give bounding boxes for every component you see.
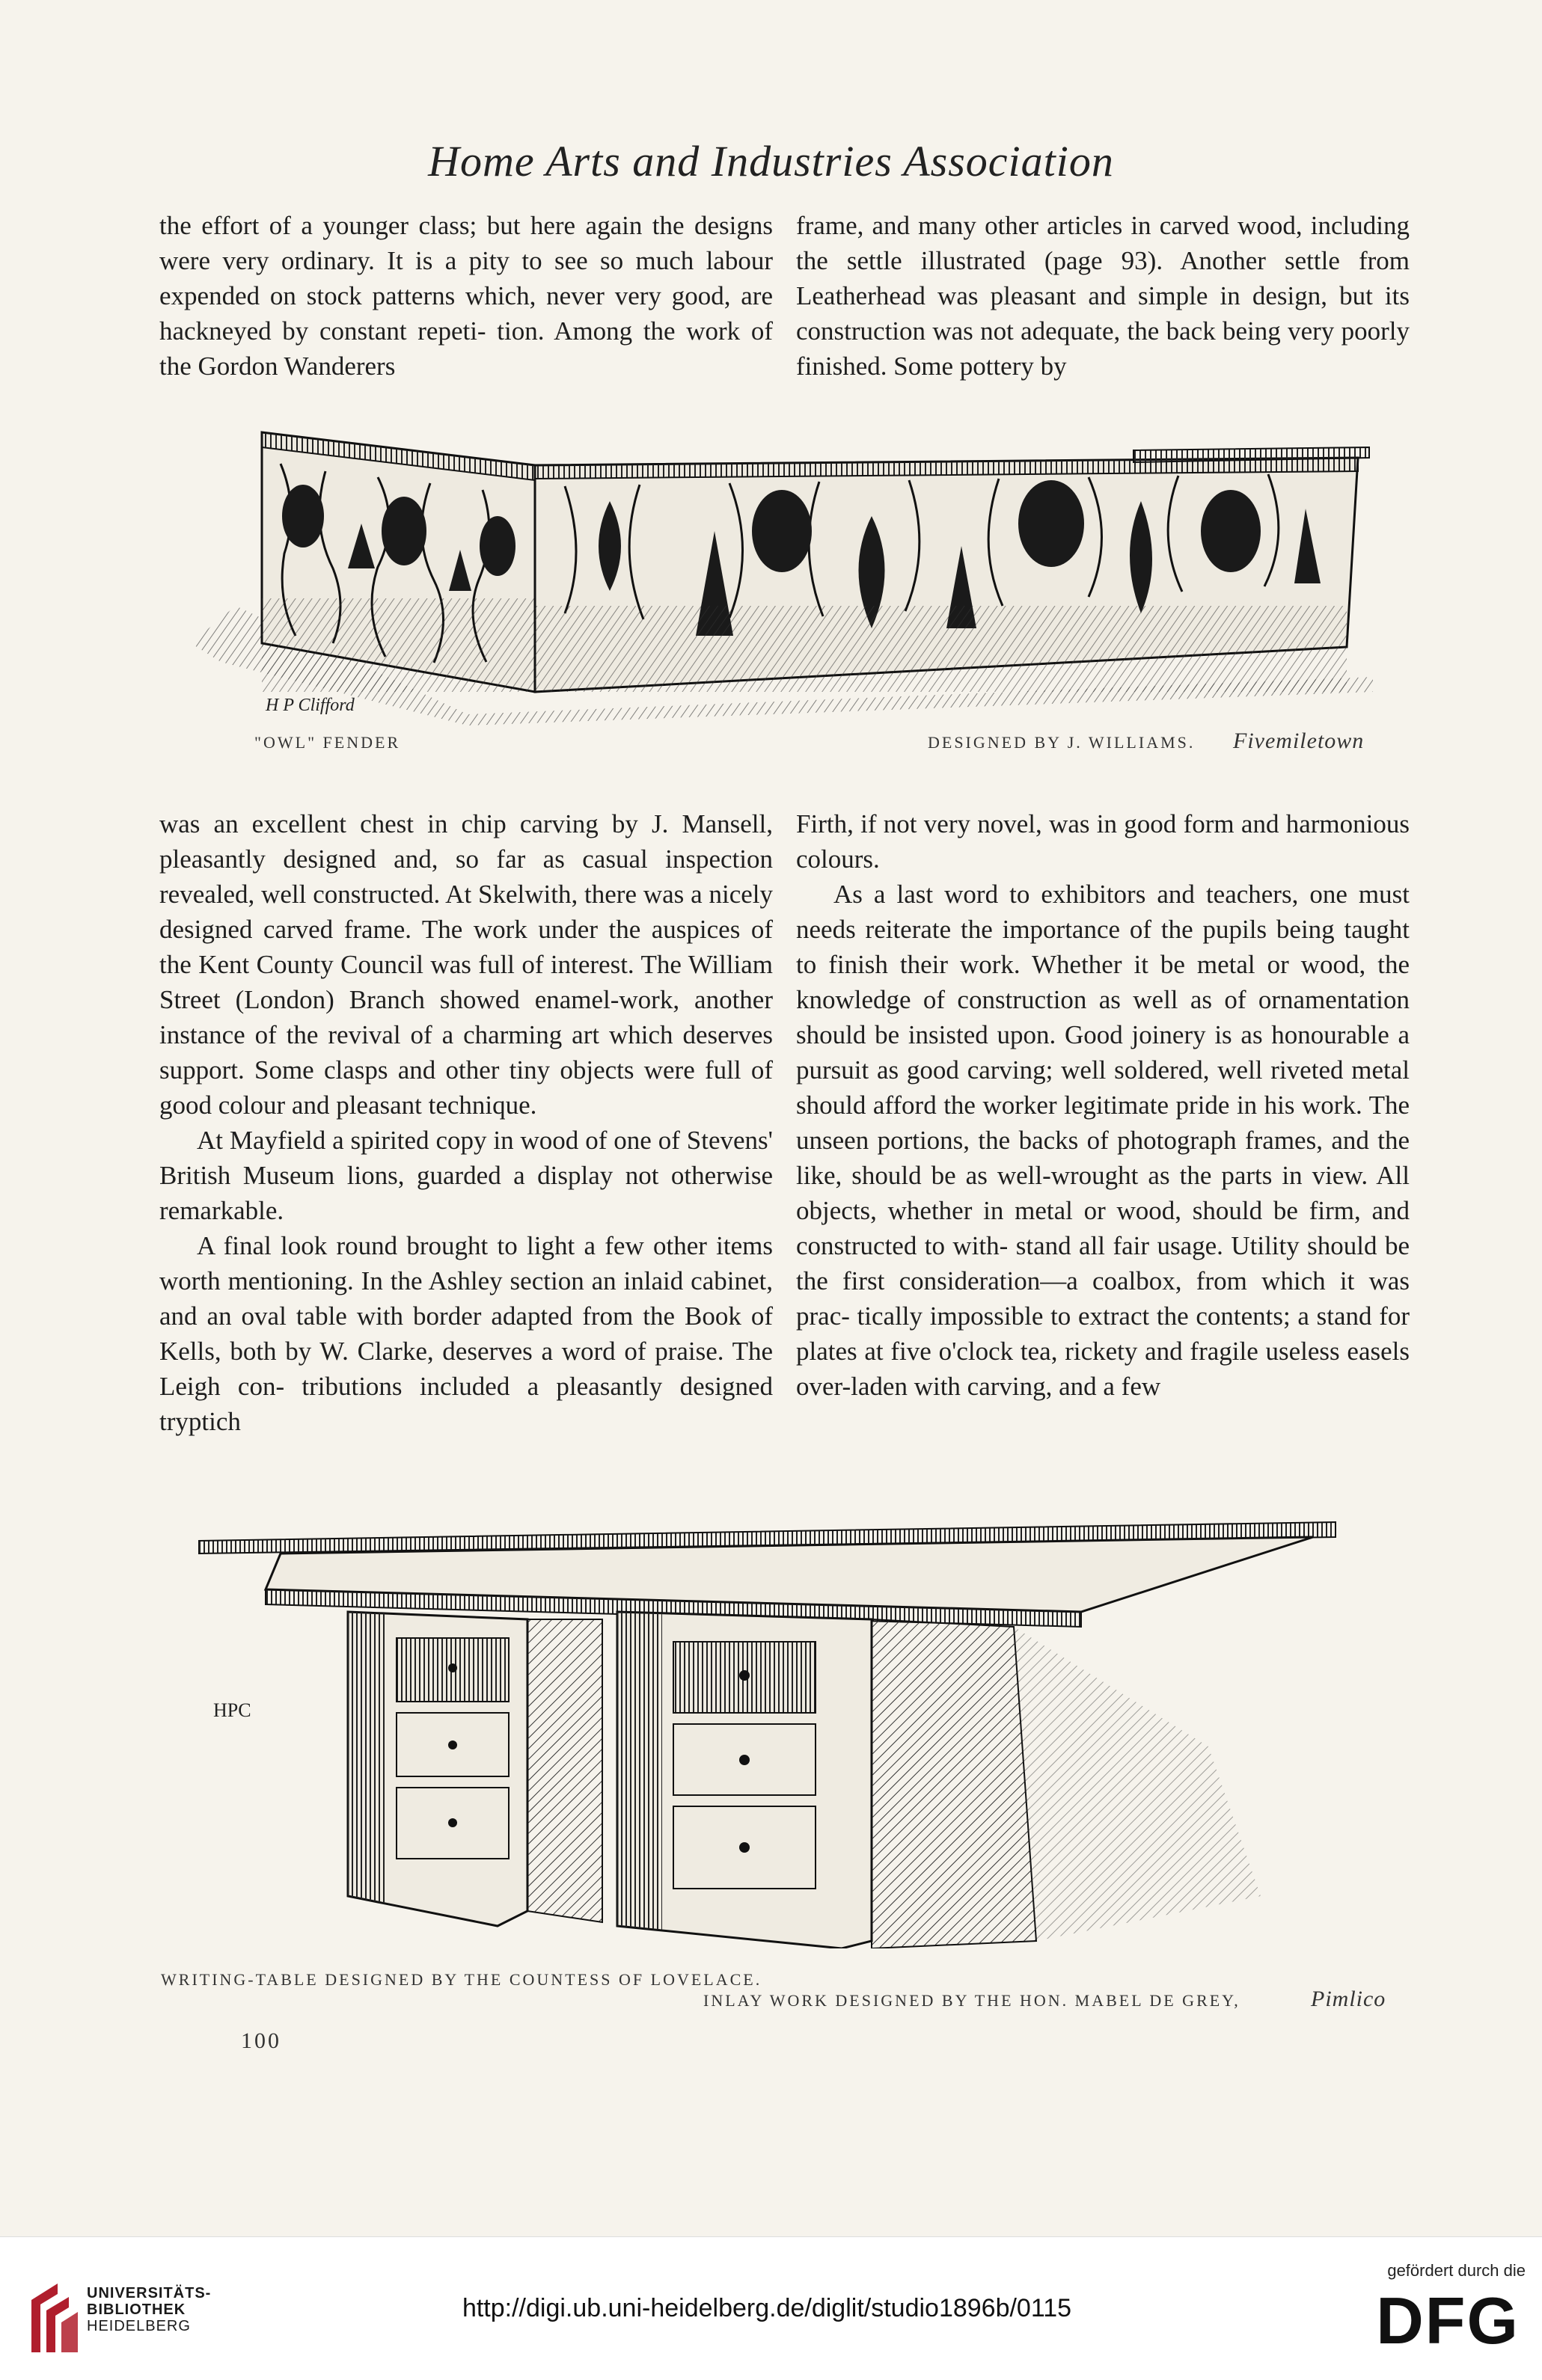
- column-top-right: [796, 208, 1410, 384]
- figure2-caption-line2: INLAY WORK DESIGNED BY THE HON. MABEL DE GREY,: [703, 1991, 1240, 2010]
- dfg-logo: DFG: [1376, 2284, 1520, 2358]
- writing-table-illustration: [198, 1507, 1350, 1948]
- library-name-line3: HEIDELBERG: [87, 2318, 191, 2334]
- artist-signature: H P Clifford: [266, 696, 355, 715]
- running-head: Home Arts and Industries Association: [428, 137, 1114, 185]
- paragraph: At Mayfield a spirited copy in wood of one of Stevens' British Museum lions, guarded a display not otherwise remarkable.: [159, 1126, 773, 1225]
- column-top-left: [159, 208, 773, 384]
- page-number: 100: [241, 2028, 281, 2053]
- table-top: [198, 1522, 1336, 1627]
- figure1-caption-title: "OWL" FENDER: [254, 733, 401, 752]
- paragraph: was an excellent chest in chip carving by J. Mansell, pleasantly designed and, so far as casual inspection revealed, well constructed. At Skelwith, there was a nicely designed carved frame. The work under the auspices of the Kent County Council was full of interest. The William Street (London) Branch showed enamel-work, another instance of the revival of a charming art which deserves support. Some clasps and other tiny objects were full of good colour and pleasant technique.: [159, 809, 773, 1120]
- fender-left-panel: [262, 432, 535, 692]
- funding-note: gefördert durch die: [1387, 2261, 1526, 2280]
- table-right-pedestal: [617, 1612, 1261, 1948]
- paragraph: As a last word to exhibitors and teachers, one must needs reiterate the importance of the pupils being taught to finish their work. Whether it be metal or wood, the knowledge of construction as well as of ornamentation should be insisted upon. Good joinery is as honourable a pursuit as good carving; well soldered, well riveted metal should afford the worker legitimate pride in his work. The unseen portions, the backs of photograph frames, and the like, should be as well-wrought as the parts in view. All objects, whether in metal or wood, should be firm, and constructed to with- stand all fair usage. Utility should be the first consideration—a coalbox, from which it was prac- tically impossible to extract the contents; a stand for plates at five o'clock tea, rickety and fragile useless easels over-laden with carving, and a few: [796, 880, 1410, 1401]
- column-middle-right: [796, 806, 1410, 1404]
- university-library-logo: [24, 2278, 84, 2360]
- figure1-caption-designer: DESIGNED BY J. WILLIAMS.: [928, 733, 1196, 752]
- table-left-pedestal: [348, 1612, 602, 1926]
- column-middle-left: [159, 806, 773, 1439]
- paragraph: A final look round brought to light a few other items worth mentioning. In the Ashley section an inlaid cabinet, and an oval table with border adapted from the Book of Kells, both by W. Clarke, deserves a word of praise. The Leigh con- tributions included a pleasantly designed tryptich: [159, 1231, 773, 1436]
- owl-fender-illustration: [191, 419, 1373, 726]
- library-name-line1: UNIVERSITÄTS-: [87, 2285, 212, 2301]
- figure2-caption-line1: WRITING-TABLE DESIGNED BY THE COUNTESS OF LOVELACE.: [161, 1970, 762, 1989]
- permalink-url[interactable]: http://digi.ub.uni-heidelberg.de/diglit/studio1896b/0115: [462, 2294, 1072, 2322]
- figure2-caption-place: Pimlico: [1311, 1987, 1386, 2011]
- fender-front-panel: [535, 458, 1358, 692]
- paragraph: frame, and many other articles in carved wood, including the settle illustrated (page 93). Another settle from Leatherhead was pleasant and simple in design, but its construction was not adequate, the back being very poorly finished. Some pottery by: [796, 211, 1410, 381]
- artist-signature: HPC: [213, 1699, 251, 1721]
- paragraph: the effort of a younger class; but here again the designs were very ordinary. It is a pity to see so much labour expended on stock patterns which, never very good, are hackneyed by constant repeti- tion. Among the work of the Gordon Wanderers: [159, 211, 773, 381]
- library-name: [87, 2285, 211, 2334]
- digitization-footer: [0, 2236, 1542, 2380]
- figure1-caption-place: Fivemiletown: [1233, 729, 1365, 753]
- paragraph: Firth, if not very novel, was in good form and harmonious colours.: [796, 809, 1410, 874]
- library-name-line2: BIBLIOTHEK: [87, 2301, 186, 2318]
